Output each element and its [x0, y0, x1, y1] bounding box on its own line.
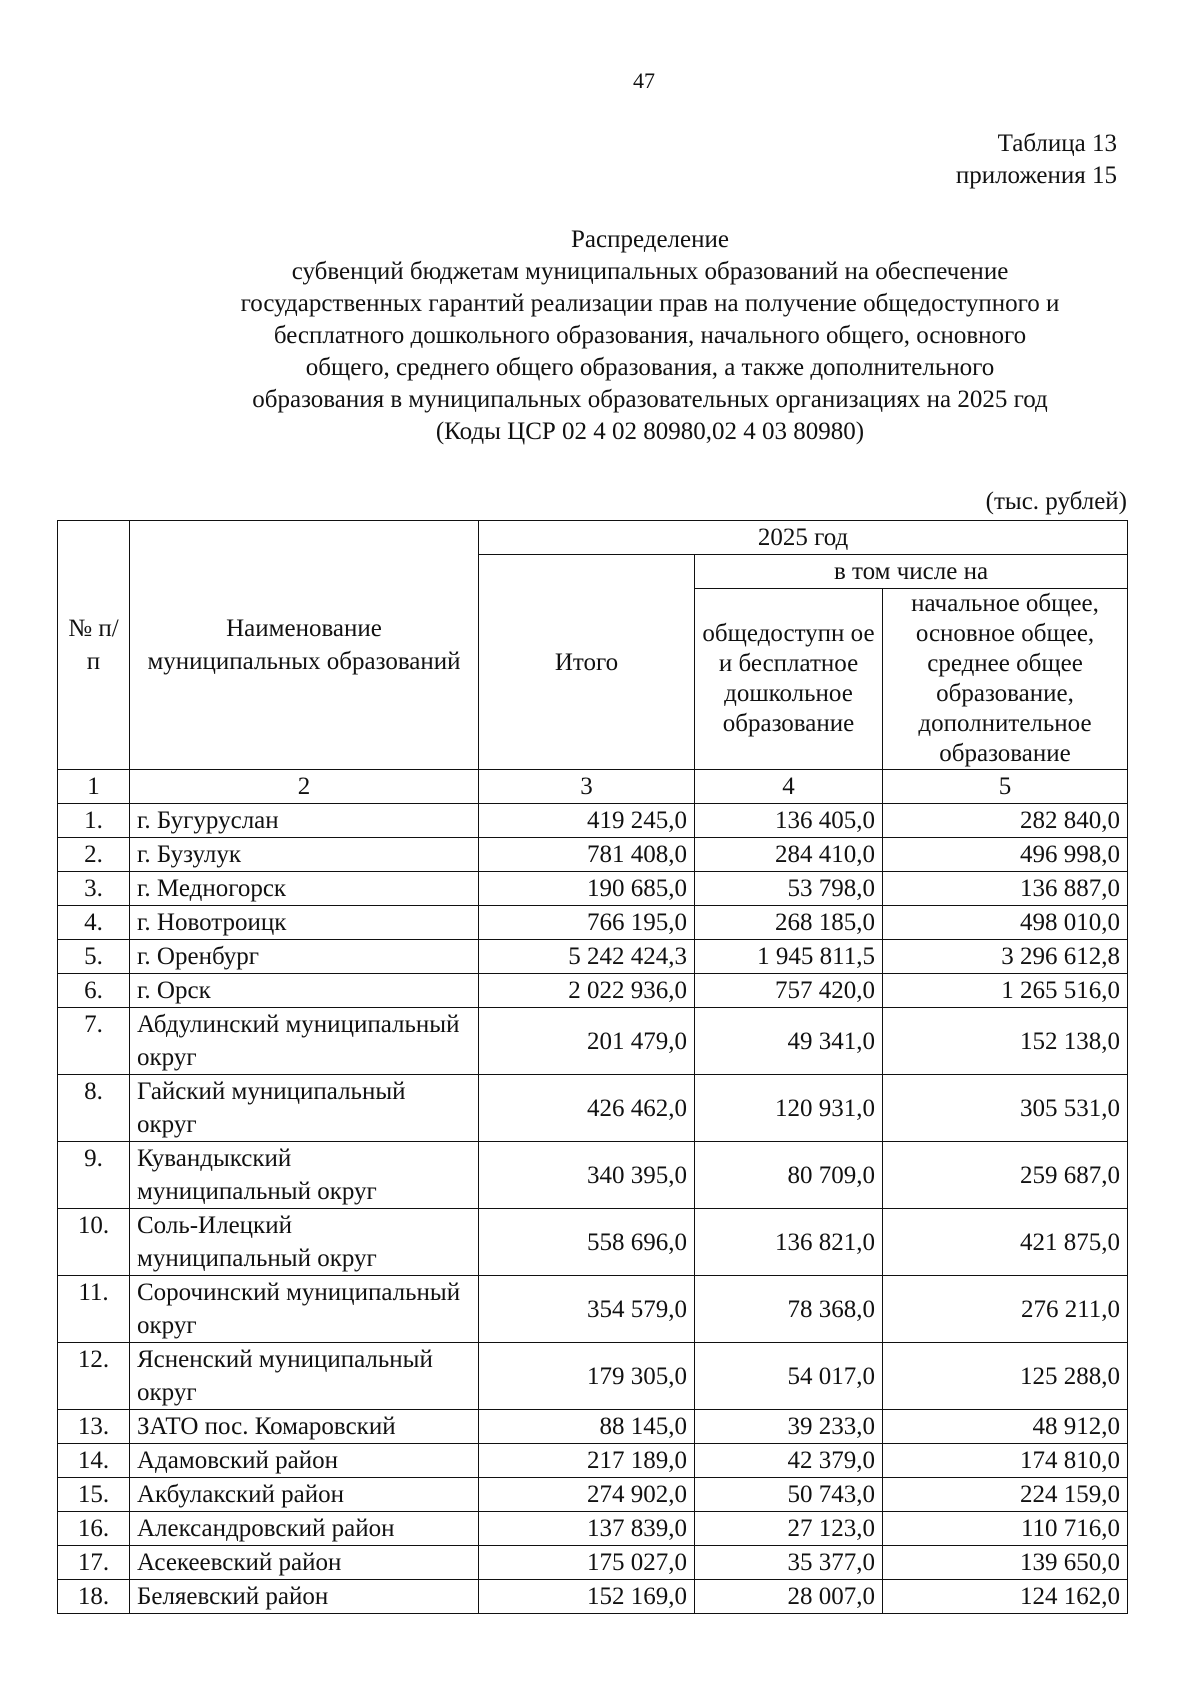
- row-number: 7.: [58, 1008, 130, 1075]
- preschool-value: 42 379,0: [695, 1444, 883, 1478]
- header-total: Итого: [479, 555, 695, 770]
- general-value: 421 875,0: [883, 1209, 1128, 1276]
- table-row: [58, 940, 1128, 974]
- title-line: бесплатного дошкольного образования, начального общего, основного: [273, 322, 1027, 349]
- general-value: 496 998,0: [883, 838, 1128, 872]
- preschool-value: 80 709,0: [695, 1142, 883, 1209]
- title-line: субвенций бюджетам муниципальных образований на обеспечение: [291, 258, 1009, 285]
- general-value: 125 288,0: [883, 1343, 1128, 1410]
- header-including: в том числе на: [695, 555, 1128, 589]
- row-number: 11.: [58, 1276, 130, 1343]
- row-number: 9.: [58, 1142, 130, 1209]
- row-number: 1.: [58, 804, 130, 838]
- total-value: 190 685,0: [479, 872, 695, 906]
- distribution-table: [57, 520, 1128, 1614]
- table-row: [58, 974, 1128, 1008]
- total-value: 88 145,0: [479, 1410, 695, 1444]
- total-value: 354 579,0: [479, 1276, 695, 1343]
- municipality-name: Александровский район: [130, 1512, 479, 1546]
- total-value: 179 305,0: [479, 1343, 695, 1410]
- table-row: [58, 906, 1128, 940]
- municipality-name: Абдулинский муниципальный округ: [130, 1008, 479, 1075]
- general-value: 48 912,0: [883, 1410, 1128, 1444]
- municipality-name: г. Бузулук: [130, 838, 479, 872]
- title-line: общего, среднего общего образования, а также дополнительного: [305, 354, 995, 381]
- row-number: 10.: [58, 1209, 130, 1276]
- title-line: (Коды ЦСР 02 4 02 80980,02 4 03 80980): [435, 418, 865, 445]
- total-value: 426 462,0: [479, 1075, 695, 1142]
- preschool-value: 136 405,0: [695, 804, 883, 838]
- table-reference: [956, 128, 1117, 192]
- total-value: 781 408,0: [479, 838, 695, 872]
- column-number: 5: [883, 770, 1128, 804]
- general-value: 3 296 612,8: [883, 940, 1128, 974]
- total-value: 274 902,0: [479, 1478, 695, 1512]
- general-value: 124 162,0: [883, 1580, 1128, 1614]
- table-row: [58, 1580, 1128, 1614]
- unit-label: (тыс. рублей): [985, 488, 1127, 515]
- table-row: [58, 838, 1128, 872]
- preschool-value: 136 821,0: [695, 1209, 883, 1276]
- municipality-name: г. Бугуруслан: [130, 804, 479, 838]
- municipality-name: Беляевский район: [130, 1580, 479, 1614]
- table-row: [58, 872, 1128, 906]
- general-value: 152 138,0: [883, 1008, 1128, 1075]
- table-row: [58, 1410, 1128, 1444]
- preschool-value: 78 368,0: [695, 1276, 883, 1343]
- row-number: 15.: [58, 1478, 130, 1512]
- total-value: 137 839,0: [479, 1512, 695, 1546]
- row-number: 8.: [58, 1075, 130, 1142]
- municipality-name: Кувандыкский муниципальный округ: [130, 1142, 479, 1209]
- total-value: 2 022 936,0: [479, 974, 695, 1008]
- row-number: 16.: [58, 1512, 130, 1546]
- table-row: [58, 1478, 1128, 1512]
- general-value: 276 211,0: [883, 1276, 1128, 1343]
- preschool-value: 39 233,0: [695, 1410, 883, 1444]
- header-general: начальное общее, основное общее, среднее общее образование, дополнительное образование: [883, 589, 1128, 770]
- row-number: 18.: [58, 1580, 130, 1614]
- total-value: 201 479,0: [479, 1008, 695, 1075]
- general-value: 282 840,0: [883, 804, 1128, 838]
- total-value: 340 395,0: [479, 1142, 695, 1209]
- row-number: 6.: [58, 974, 130, 1008]
- row-number: 14.: [58, 1444, 130, 1478]
- table-row: [58, 1142, 1128, 1209]
- row-number: 17.: [58, 1546, 130, 1580]
- row-number: 13.: [58, 1410, 130, 1444]
- preschool-value: 50 743,0: [695, 1478, 883, 1512]
- table-row: [58, 1546, 1128, 1580]
- municipality-name: Ясненский муниципальный округ: [130, 1343, 479, 1410]
- municipality-name: Адамовский район: [130, 1444, 479, 1478]
- row-number: 4.: [58, 906, 130, 940]
- general-value: 224 159,0: [883, 1478, 1128, 1512]
- table-row: [58, 1008, 1128, 1075]
- general-value: 174 810,0: [883, 1444, 1128, 1478]
- document-title: [140, 224, 1160, 448]
- total-value: 558 696,0: [479, 1209, 695, 1276]
- table-row: [58, 1209, 1128, 1276]
- preschool-value: 757 420,0: [695, 974, 883, 1008]
- preschool-value: 27 123,0: [695, 1512, 883, 1546]
- preschool-value: 284 410,0: [695, 838, 883, 872]
- header-preschool: общедоступн ое и бесплатное дошкольное образование: [695, 589, 883, 770]
- preschool-value: 49 341,0: [695, 1008, 883, 1075]
- table-row: [58, 1343, 1128, 1410]
- table-row: [58, 1075, 1128, 1142]
- municipality-name: Сорочинский муниципальный округ: [130, 1276, 479, 1343]
- total-value: 419 245,0: [479, 804, 695, 838]
- title-line: образования в муниципальных образовательных организациях на 2025 год: [252, 386, 1048, 413]
- municipality-name: ЗАТО пос. Комаровский: [130, 1410, 479, 1444]
- municipality-name: Соль-Илецкий муниципальный округ: [130, 1209, 479, 1276]
- column-number: 4: [695, 770, 883, 804]
- preschool-value: 35 377,0: [695, 1546, 883, 1580]
- table-ref-line2: приложения 15: [955, 162, 1117, 189]
- preschool-value: 120 931,0: [695, 1075, 883, 1142]
- row-number: 5.: [58, 940, 130, 974]
- total-value: 175 027,0: [479, 1546, 695, 1580]
- total-value: 766 195,0: [479, 906, 695, 940]
- general-value: 305 531,0: [883, 1075, 1128, 1142]
- municipality-name: г. Новотроицк: [130, 906, 479, 940]
- general-value: 139 650,0: [883, 1546, 1128, 1580]
- general-value: 259 687,0: [883, 1142, 1128, 1209]
- preschool-value: 54 017,0: [695, 1343, 883, 1410]
- page-number: 47: [633, 68, 655, 93]
- total-value: 152 169,0: [479, 1580, 695, 1614]
- total-value: 217 189,0: [479, 1444, 695, 1478]
- title-line: Распределение: [571, 226, 729, 253]
- title-line: государственных гарантий реализации прав на получение общедоступного и: [240, 290, 1060, 317]
- municipality-name: г. Орск: [130, 974, 479, 1008]
- header-year: 2025 год: [479, 521, 1128, 555]
- column-number: 3: [479, 770, 695, 804]
- general-value: 136 887,0: [883, 872, 1128, 906]
- header-num: № п/п: [58, 521, 130, 770]
- municipality-name: Гайский муниципальный округ: [130, 1075, 479, 1142]
- preschool-value: 268 185,0: [695, 906, 883, 940]
- row-number: 3.: [58, 872, 130, 906]
- table-row: [58, 1444, 1128, 1478]
- general-value: 498 010,0: [883, 906, 1128, 940]
- total-value: 5 242 424,3: [479, 940, 695, 974]
- table-ref-line1: Таблица 13: [997, 130, 1117, 157]
- column-number: 1: [58, 770, 130, 804]
- municipality-name: Асекеевский район: [130, 1546, 479, 1580]
- general-value: 110 716,0: [883, 1512, 1128, 1546]
- preschool-value: 53 798,0: [695, 872, 883, 906]
- preschool-value: 1 945 811,5: [695, 940, 883, 974]
- row-number: 12.: [58, 1343, 130, 1410]
- table-row: [58, 804, 1128, 838]
- header-name: Наименование муниципальных образований: [130, 521, 479, 770]
- table-row: [58, 1512, 1128, 1546]
- row-number: 2.: [58, 838, 130, 872]
- municipality-name: г. Оренбург: [130, 940, 479, 974]
- general-value: 1 265 516,0: [883, 974, 1128, 1008]
- table-row: [58, 1276, 1128, 1343]
- column-number: 2: [130, 770, 479, 804]
- municipality-name: Акбулакский район: [130, 1478, 479, 1512]
- preschool-value: 28 007,0: [695, 1580, 883, 1614]
- municipality-name: г. Медногорск: [130, 872, 479, 906]
